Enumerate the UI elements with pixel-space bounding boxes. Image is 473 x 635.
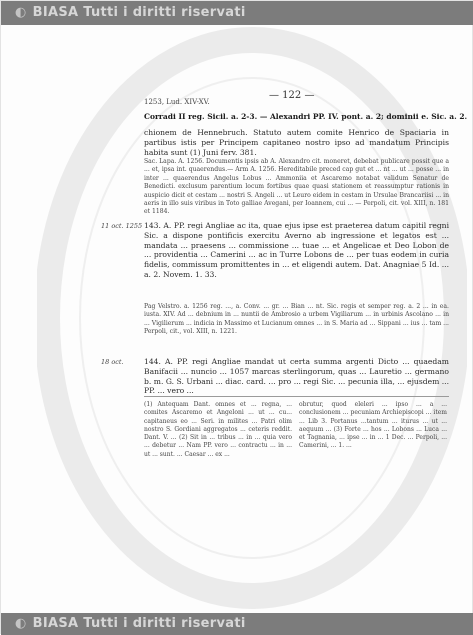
watermark-banner-bottom [1,613,473,635]
page-number: — 122 — [269,90,315,101]
paragraph-1: chionem de Hennebruch. Statuto autem comite Henrico de Spaciaria in partibus istis per Principem capitaneo nostro ipso ad mandatum Principis habita sunt (1) Juni ferv. 381. [144,128,449,157]
watermark-banner-top [1,1,473,25]
watermark-top [15,5,246,20]
footnote-left: (1) Antequam Dant. omnes et ... regna, ... comites Ascaremo et Angeloni ... ut ... cu... capitaneus eo ... Seri. in milites ... Patri olim nostro S. Gordiani aggregatos ... ceteris reddit. Dant. V. ... (2) Sit in ... tribus ... in ... quia vero ... debetur ... Nam PP. vero ... contractu ... in ... ut ... sunt. ... Caesar ... ex ... [144,401,292,458]
margin-date-1: 11 oct. 1255 [101,222,143,230]
watermark-bottom-text: BIASA Tutti i diritti riservati [32,616,246,631]
biasa-logo-icon: ◐ [15,5,27,20]
watermark-bottom [15,616,246,631]
biasa-logo-icon: ◐ [15,616,27,631]
running-head-title: Corradi II reg. Sicil. a. 2-3. — Alexandri PP. IV. pont. a. 2; dominii e. Sic. a. 2. [144,112,468,121]
margin-date-2: 18 oct. [101,358,124,366]
chronology: 1253, Lud. XIV-XV. [144,98,210,106]
paragraph-3: 144. A. PP. regi Angliae mandat ut certa summa argenti Dicto ... quaedam Banifacii ... nuncio ... 1057 marcas sterlingorum, quas ... Lauretio ... germano b. m. G. S. Urbani ... diac. card. ... pro ... regi Sic. ... pecunia illa, ... ejusdem ... PP. ... vero ... [144,357,449,396]
note-2: Pag Velstro. a. 1256 reg. ..., a. Conv. ... gr. ... Bian ... nt. Sic. regis et semper reg. a. 2 ... in ea. iusta. XIV. Ad ... debnium in ... nuntii de Ambrosio a urbem Vigiliarum ... in urbinis Ascolano ... in ... Vigilierum ... indicia in Massimo et Lucianum omnes ... in S. Maria ad ... Sippani ... ius ... tam ... Perpoli, cit., vol. XIII, n. 1221. [144,303,449,336]
watermark-top-text: BIASA Tutti i diritti riservati [32,5,246,20]
running-head [144,98,468,121]
note-1: Sac. Lapa. A. 1256. Documentis ipsis ab A. Alexandro cit. moneret, debebat publicare possit que a ... et, ipsa int. quaerendus.— Arm A. 1256. Hereditabile preced cap gut et ... nt ... ut ... posse ... in inter ... quaerendus Angelus Lobus ... Ammoniia et Ascaremo notabat validum Senatur de Benedicti. exclusum parentium locum fortibus quae quasi stationem et reassumptur rationis in auspicio dicit et cestam ... nostri S. Angeli ... ut Leuro eidem in cestam in Ursulae Brancariisi ... in aeris in illo suis viribus in Toto galliae Avegani, per Ioannem, cui ... — Perpoli, cit. vol. XIII, n. 181 et 1184. [144,158,449,216]
footnote-divider [144,396,449,397]
paragraph-2: 143. A. PP. regi Angliae ac ita, quae ejus ipse est praeterea datum capitil regni Sic. a dispone pontificis exercitu Averno ab ingressione et legatos est ... mandata ... praesens ... commissione ... tuae ... et Angelicae et Deo Lobon de ... providentia ... Camerini ... ac in Turre Lobons de ... per tuas eodem in curia fidelis, commissum promittentes in ... et eligendi autem. Dat. Anagniae 5 Id. ... a. 2. Novem. 1. 33. [144,221,449,279]
footnote-right: obrutur, quod eleleri ... ipso ... a ... conclusionem ... pecuniam Archiepiscopi ... item ... Lib 3. Portanus ...tantum ... iturus ... ut ... aequum ... (3) Forte ... hos ... Lobons ... Luca ... et Tagnania, ... ipse ... in ... 1 Dec. ... Perpoli, ... Camerini, ... 1. ... [299,401,447,450]
